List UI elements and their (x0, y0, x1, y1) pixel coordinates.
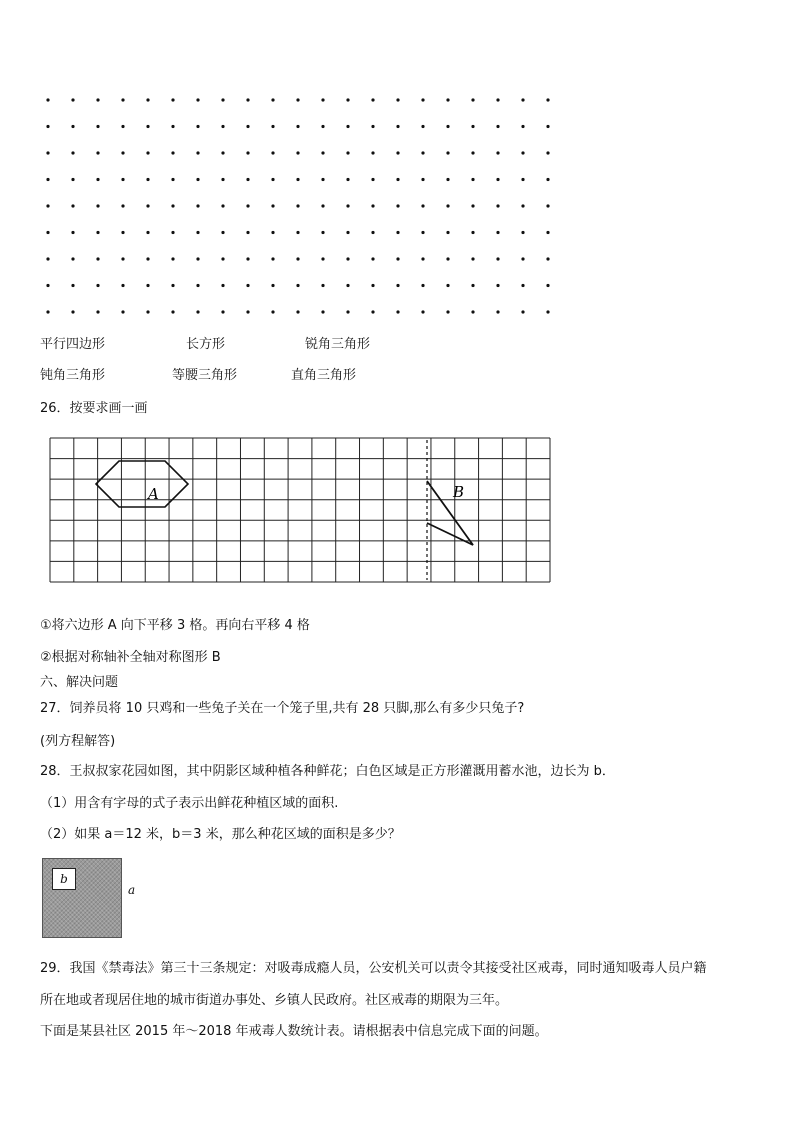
grid-dot (296, 231, 299, 234)
grid-dot (521, 98, 524, 101)
grid-dot (546, 151, 549, 154)
grid-dot (71, 178, 74, 181)
grid-dot (246, 125, 249, 128)
grid-dot (196, 257, 199, 260)
grid-dot (546, 204, 549, 207)
hexagon-a-label: A (148, 485, 159, 503)
grid-dot (371, 284, 374, 287)
grid-dot (296, 257, 299, 260)
grid-dot (321, 125, 324, 128)
grid-dot (496, 98, 499, 101)
grid-dot (296, 204, 299, 207)
grid-dot (396, 125, 399, 128)
grid-dot (46, 284, 49, 287)
grid-dot (471, 231, 474, 234)
grid-dot (346, 125, 349, 128)
grid-dot (271, 151, 274, 154)
grid-dot (171, 310, 174, 313)
grid-dot (346, 310, 349, 313)
grid-dot (171, 231, 174, 234)
grid-dot (346, 257, 349, 260)
grid-dot (46, 257, 49, 260)
grid-dot (496, 231, 499, 234)
grid-dot (521, 310, 524, 313)
grid-dot (321, 178, 324, 181)
grid-dot (71, 125, 74, 128)
pool-square-b: b (52, 868, 76, 890)
grid-dot (296, 178, 299, 181)
grid-dot (546, 98, 549, 101)
grid-dot (146, 178, 149, 181)
grid-dot (346, 231, 349, 234)
grid-dot (246, 151, 249, 154)
grid-dot (521, 125, 524, 128)
grid-dot (396, 98, 399, 101)
grid-dot (221, 151, 224, 154)
grid-dot (296, 151, 299, 154)
grid-dot (46, 151, 49, 154)
grid-dot (221, 310, 224, 313)
grid-dot (171, 204, 174, 207)
grid-dot (96, 204, 99, 207)
grid-dot (396, 151, 399, 154)
shape-label-obtuse-triangle: 钝角三角形 (40, 368, 106, 383)
grid-dot (346, 98, 349, 101)
grid-dot (96, 98, 99, 101)
grid-dot (421, 204, 424, 207)
grid-dot (496, 257, 499, 260)
grid-dot (71, 98, 74, 101)
grid-dot (396, 178, 399, 181)
grid-dot (546, 125, 549, 128)
grid-dot (246, 98, 249, 101)
grid-dot (421, 178, 424, 181)
grid-dot (446, 151, 449, 154)
grid-dot (196, 204, 199, 207)
grid-dot (271, 284, 274, 287)
grid-dot (496, 151, 499, 154)
grid-dot (371, 151, 374, 154)
grid-dot (146, 284, 149, 287)
grid-dot (196, 284, 199, 287)
grid-dot (46, 178, 49, 181)
grid-dot (371, 125, 374, 128)
grid-dot (96, 125, 99, 128)
grid-dot (496, 125, 499, 128)
dot-grid (0, 0, 794, 340)
figure-b-label: B (453, 483, 465, 501)
grid-dot (221, 125, 224, 128)
grid-dot (446, 284, 449, 287)
q29-text-line3: 下面是某县社区 2015 年～2018 年戒毒人数统计表。请根据表中信息完成下面的问题。 (40, 1024, 548, 1039)
grid-dot (221, 204, 224, 207)
grid-dot (171, 125, 174, 128)
grid-dot (196, 310, 199, 313)
grid-dot (396, 310, 399, 313)
grid-dot (246, 284, 249, 287)
grid-dot (321, 257, 324, 260)
q28-part-2: （2）如果 a＝12 米，b＝3 米，那么种花区域的面积是多少？ (40, 827, 401, 842)
section-6-heading: 六、解决问题 (40, 675, 119, 690)
grid-dot (146, 151, 149, 154)
figure-b-half (427, 481, 473, 545)
grid-dot (396, 257, 399, 260)
grid-dot (221, 178, 224, 181)
grid-dot (471, 178, 474, 181)
grid-dot (121, 125, 124, 128)
grid-dot (121, 257, 124, 260)
grid-dot (521, 284, 524, 287)
grid-dot (46, 204, 49, 207)
grid-dot (121, 178, 124, 181)
grid-dot (271, 310, 274, 313)
grid-dot (321, 98, 324, 101)
grid-dot (96, 178, 99, 181)
grid-dot (546, 257, 549, 260)
q28-text: 28．王叔叔家花园如图，其中阴影区域种植各种鲜花；白色区域是正方形灌溉用蓄水池，边长为 b． (40, 764, 615, 779)
grid-dot (71, 231, 74, 234)
grid-dot (196, 125, 199, 128)
grid-dot (246, 204, 249, 207)
grid-dot (471, 125, 474, 128)
grid-dot (496, 204, 499, 207)
grid-dot (371, 178, 374, 181)
grid-dot (521, 178, 524, 181)
grid-dot (221, 284, 224, 287)
grid-dot (346, 151, 349, 154)
grid-dot (96, 231, 99, 234)
q26-title: 26．按要求画一画 (40, 401, 148, 416)
grid-dot (171, 257, 174, 260)
grid-dot (321, 284, 324, 287)
grid-dot (146, 310, 149, 313)
grid-dot (121, 98, 124, 101)
grid-dot (546, 231, 549, 234)
grid-dot (371, 310, 374, 313)
grid-dot (271, 257, 274, 260)
grid-dot (171, 151, 174, 154)
grid-dot (46, 98, 49, 101)
grid-dot (371, 257, 374, 260)
grid-dot (171, 178, 174, 181)
grid-dot (146, 125, 149, 128)
grid-dot (396, 231, 399, 234)
grid-dot (146, 204, 149, 207)
grid-dot (421, 310, 424, 313)
grid-dot (546, 178, 549, 181)
grid-dot (96, 151, 99, 154)
grid-dot (346, 178, 349, 181)
q28-part-1: （1）用含有字母的式子表示出鲜花种植区域的面积. (40, 796, 339, 811)
grid-dot (71, 151, 74, 154)
grid-dot (471, 204, 474, 207)
grid-dot (546, 310, 549, 313)
grid-dot (221, 98, 224, 101)
grid-dot (96, 310, 99, 313)
grid-dot (446, 310, 449, 313)
grid-dot (371, 98, 374, 101)
grid-dot (421, 284, 424, 287)
grid-dot (446, 98, 449, 101)
grid-dot (421, 98, 424, 101)
grid-dot (446, 178, 449, 181)
grid-dot (146, 257, 149, 260)
grid-dot (421, 257, 424, 260)
grid-dot (346, 204, 349, 207)
grid-dot (446, 231, 449, 234)
grid-dot (396, 204, 399, 207)
grid-dot (271, 204, 274, 207)
grid-dot (296, 284, 299, 287)
grid-dot (471, 151, 474, 154)
grid-dot (46, 310, 49, 313)
grid-dot (421, 151, 424, 154)
grid-dot (396, 284, 399, 287)
grid-dot (171, 284, 174, 287)
grid-dot (371, 204, 374, 207)
shape-label-isosceles-triangle: 等腰三角形 (172, 368, 238, 383)
q26-instruction-2: ②根据对称轴补全轴对称图形 B (40, 650, 221, 665)
q27-note: (列方程解答) (40, 734, 116, 749)
grid-dot (146, 98, 149, 101)
grid-dot (246, 231, 249, 234)
grid-dot (71, 284, 74, 287)
grid-dot (496, 178, 499, 181)
shape-label-parallelogram: 平行四边形 (40, 337, 106, 352)
grid-dot (46, 125, 49, 128)
shape-label-right-triangle: 直角三角形 (291, 368, 357, 383)
grid-dot (196, 151, 199, 154)
grid-dot (171, 98, 174, 101)
grid-dot (46, 231, 49, 234)
grid-dot (521, 204, 524, 207)
grid-dot (121, 310, 124, 313)
grid-dot (446, 257, 449, 260)
grid-dot (221, 231, 224, 234)
grid-dot (71, 204, 74, 207)
shape-label-rectangle: 长方形 (186, 337, 226, 352)
grid-dot (471, 284, 474, 287)
grid-dot (121, 204, 124, 207)
grid-dot (196, 98, 199, 101)
grid-dot (521, 257, 524, 260)
grid-dot (521, 151, 524, 154)
q26-instruction-1: ①将六边形 A 向下平移 3 格。再向右平移 4 格 (40, 618, 310, 633)
grid-dot (321, 204, 324, 207)
grid-dot (421, 125, 424, 128)
grid-dot (271, 178, 274, 181)
grid-dot (496, 284, 499, 287)
grid-dot (121, 284, 124, 287)
grid-dot (321, 231, 324, 234)
q29-text-line1: 29．我国《禁毒法》第三十三条规定：对吸毒成瘾人员，公安机关可以责令其接受社区戒毒，同时通知吸毒人员户籍 (40, 961, 707, 976)
grid-dot (246, 310, 249, 313)
grid-dot (496, 310, 499, 313)
grid-dot (196, 231, 199, 234)
grid-dot (546, 284, 549, 287)
grid-dot (321, 310, 324, 313)
grid-dot (421, 231, 424, 234)
grid-dot (221, 257, 224, 260)
grid-dot (121, 151, 124, 154)
grid-dot (71, 310, 74, 313)
garden-side-label-a: a (128, 883, 136, 897)
grid-dot (321, 151, 324, 154)
grid-dot (471, 257, 474, 260)
grid-dot (296, 125, 299, 128)
grid-dot (521, 231, 524, 234)
grid-dot (246, 257, 249, 260)
grid-dot (271, 98, 274, 101)
q29-text-line2: 所在地或者现居住地的城市街道办事处、乡镇人民政府。社区戒毒的期限为三年。 (40, 993, 509, 1008)
grid-dot (346, 284, 349, 287)
grid-dot (96, 257, 99, 260)
grid-dot (271, 125, 274, 128)
grid-dot (71, 257, 74, 260)
grid-dot (471, 98, 474, 101)
grid-dot (296, 310, 299, 313)
grid-dot (371, 231, 374, 234)
grid-dot (296, 98, 299, 101)
shape-label-acute-triangle: 锐角三角形 (305, 337, 371, 352)
grid-dot (446, 125, 449, 128)
grid-dot (121, 231, 124, 234)
grid-dot (146, 231, 149, 234)
q26-square-grid (46, 430, 556, 590)
grid-dot (196, 178, 199, 181)
grid-dot (246, 178, 249, 181)
grid-dot (96, 284, 99, 287)
grid-dot (271, 231, 274, 234)
grid-dot (471, 310, 474, 313)
grid-dot (446, 204, 449, 207)
q27-text: 27．饲养员将 10 只鸡和一些兔子关在一个笼子里,共有 28 只脚,那么有多少只兔子? (40, 701, 525, 716)
